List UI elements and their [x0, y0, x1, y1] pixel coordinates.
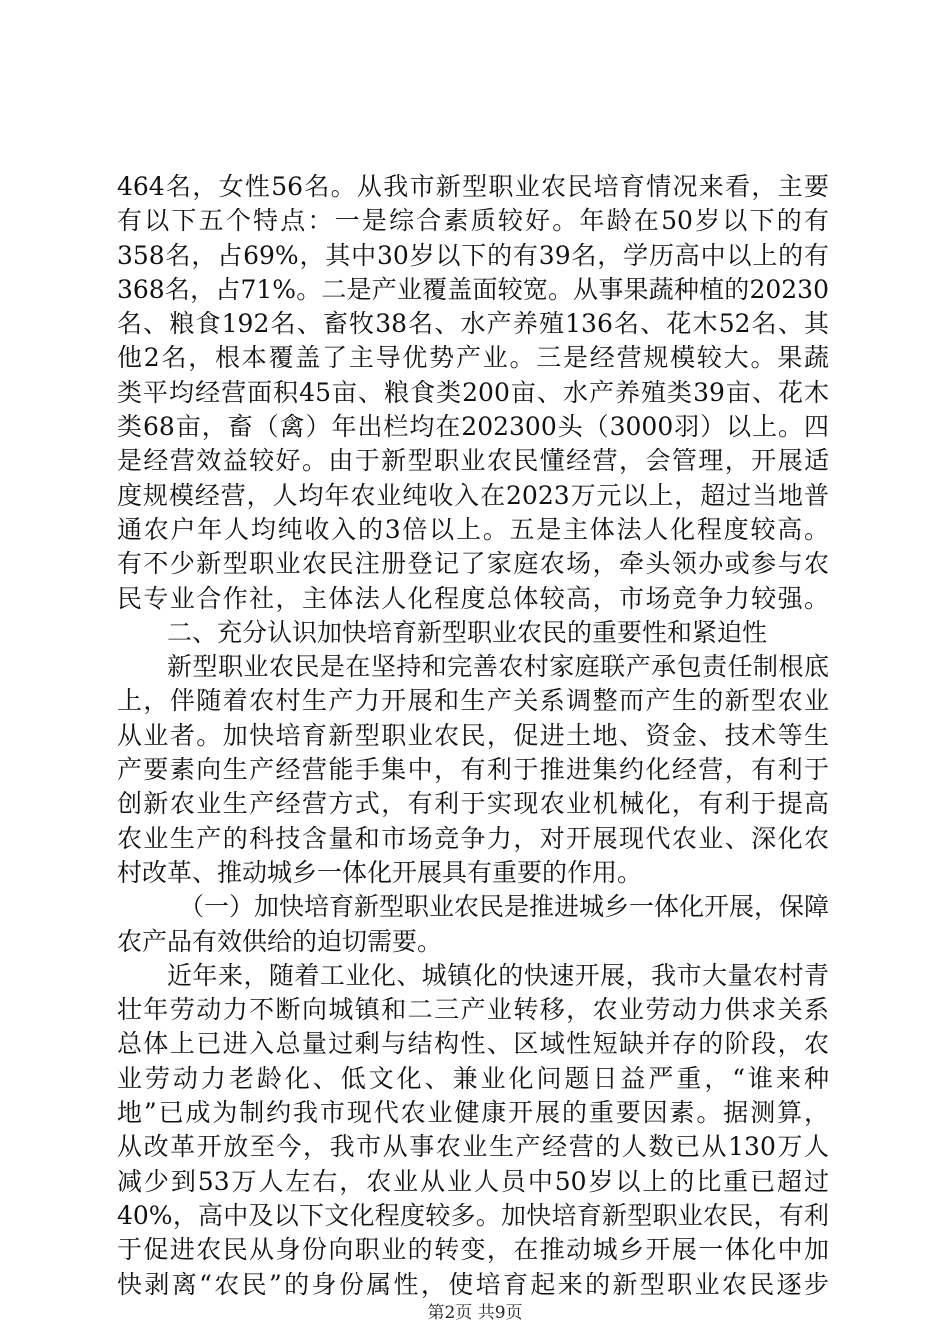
text-line: 有以下五个特点：一是综合素质较好。年龄在50岁以下的有	[117, 206, 829, 236]
text-line: 新型职业农民是在坚持和完善农村家庭联产承包责任制根底	[167, 652, 829, 682]
text-line: 业劳动力老龄化、低文化、兼业化问题日益严重，“谁来种	[117, 1063, 829, 1093]
text-line: 464名，女性56名。从我市新型职业农民培育情况来看，主要	[117, 172, 829, 201]
text-line: 壮年劳动力不断向城镇和二三产业转移，农业劳动力供求关系	[117, 995, 829, 1025]
text-line: 名、粮食192名、畜牧38名、水产养殖136名、花木52名、其	[117, 309, 829, 339]
text-line: 有不少新型职业农民注册登记了家庭农场，牵头领办或参与农	[117, 549, 829, 579]
text-line: 总体上已进入总量过剩与结构性、区域性短缺并存的阶段，农	[117, 1029, 829, 1059]
page-number-footer: 第2页 共9页	[427, 1303, 523, 1323]
text-line: 从改革开放至今，我市从事农业生产经营的人数已从130万人	[117, 1132, 829, 1162]
text-line: 他2名，根本覆盖了主导优势产业。三是经营规模较大。果蔬	[117, 343, 829, 373]
text-line: 于促进农民从身份向职业的转变，在推动城乡开展一体化中加	[117, 1235, 829, 1265]
text-line: 农业生产的科技含量和市场竞争力，对开展现代农业、深化农	[117, 823, 829, 853]
text-line: 产要素向生产经营能手集中，有利于推进集约化经营，有利于	[117, 755, 829, 785]
text-line: 是经营效益较好。由于新型职业农民懂经营，会管理，开展适	[117, 446, 829, 476]
text-line: 上，伴随着农村生产力开展和生产关系调整而产生的新型农业	[117, 686, 829, 716]
text-line: 40%，高中及以下文化程度较多。加快培育新型职业农民，有利	[117, 1200, 829, 1230]
document-body	[117, 170, 829, 1302]
text-line: 度规模经营，人均年农业纯收入在2023万元以上，超过当地普	[117, 480, 829, 510]
text-line: 类平均经营面积45亩、粮食类200亩、水产养殖类39亩、花木	[117, 377, 829, 407]
text-line: 快剥离“农民”的身份属性，使培育起来的新型职业农民逐步	[117, 1269, 829, 1299]
subsection-heading: （一）加快培育新型职业农民是推进城乡一体化开展，保障	[179, 892, 829, 922]
text-line: 358名，占69%，其中30岁以下的有39名，学历高中以上的有	[117, 240, 829, 270]
text-line: 地”已成为制约我市现代农业健康开展的重要因素。据测算，	[117, 1098, 829, 1128]
text-line: 民专业合作社，主体法人化程度总体较高，市场竞争力较强。	[117, 583, 829, 613]
text-line: 类68亩，畜（禽）年出栏均在202300头（3000羽）以上。四	[117, 412, 829, 442]
text-line: 农产品有效供给的迫切需要。	[117, 926, 443, 956]
text-line: 近年来，随着工业化、城镇化的快速开展，我市大量农村青	[167, 960, 829, 990]
section-heading: 二、充分认识加快培育新型职业农民的重要性和紧迫性	[167, 617, 768, 647]
text-line: 创新农业生产经营方式，有利于实现农业机械化，有利于提高	[117, 789, 829, 819]
text-line: 村改革、推动城乡一体化开展具有重要的作用。	[117, 857, 643, 887]
text-line: 从业者。加快培育新型职业农民，促进土地、资金、技术等生	[117, 720, 829, 750]
text-line: 通农户年人均纯收入的3倍以上。五是主体法人化程度较高。	[117, 514, 829, 544]
text-line: 减少到53万人左右，农业从业人员中50岁以上的比重已超过	[117, 1166, 829, 1196]
text-line: 368名，占71%。二是产业覆盖面较宽。从事果蔬种植的20230	[117, 274, 829, 304]
